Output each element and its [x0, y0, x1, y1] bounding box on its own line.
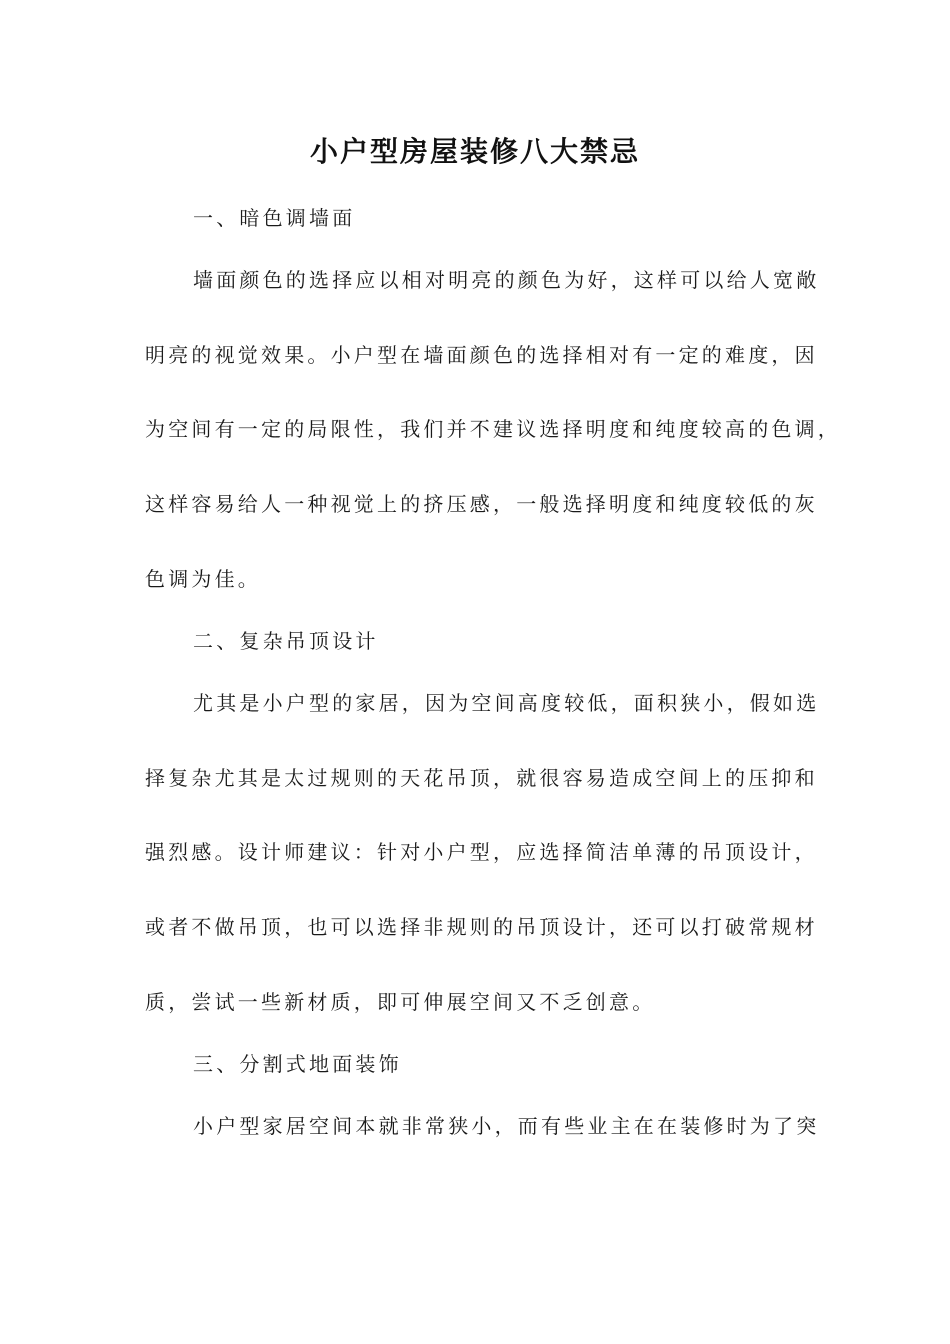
paragraph-line: 强烈感。设计师建议：针对小户型，应选择简洁单薄的吊顶设计， — [145, 840, 818, 864]
paragraph-line: 小户型家居空间本就非常狭小，而有些业主在在装修时为了突 — [193, 1114, 820, 1138]
paragraph-line: 这样容易给人一种视觉上的挤压感，一般选择明度和纯度较低的灰 — [145, 492, 818, 516]
paragraph-line: 或者不做吊顶，也可以选择非规则的吊顶设计，还可以打破常规材 — [145, 915, 818, 939]
section-heading: 三、分割式地面装饰 — [193, 1052, 402, 1076]
paragraph-line: 质，尝试一些新材质，即可伸展空间又不乏创意。 — [145, 990, 656, 1014]
section-heading: 一、暗色调墙面 — [193, 206, 356, 230]
paragraph-line: 尤其是小户型的家居，因为空间高度较低，面积狭小，假如选 — [193, 691, 820, 715]
paragraph-line: 择复杂尤其是太过规则的天花吊顶，就很容易造成空间上的压抑和 — [145, 766, 818, 790]
paragraph-line: 色调为佳。 — [145, 567, 261, 591]
paragraph-line: 墙面颜色的选择应以相对明亮的颜色为好，这样可以给人宽敞 — [193, 268, 820, 292]
paragraph-line: 明亮的视觉效果。小户型在墙面颜色的选择相对有一定的难度，因 — [145, 343, 818, 367]
section-heading: 二、复杂吊顶设计 — [193, 629, 379, 653]
page-title: 小户型房屋装修八大禁忌 — [309, 135, 640, 168]
paragraph-line: 为空间有一定的局限性，我们并不建议选择明度和纯度较高的色调， — [145, 417, 841, 441]
